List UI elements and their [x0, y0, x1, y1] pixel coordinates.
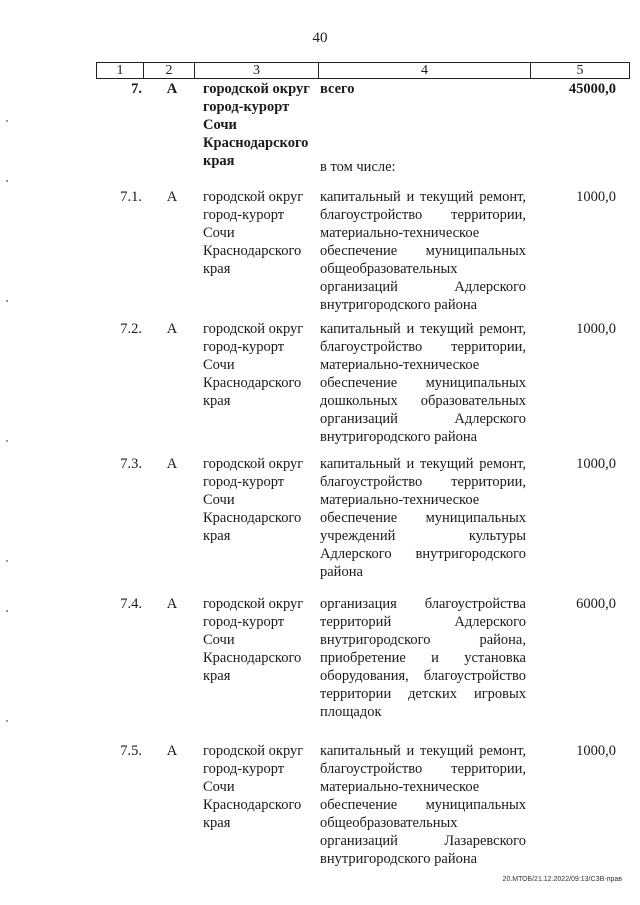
row-purpose: капитальный и текущий ремонт, благоустройство территории, материально-техническое обеспечение муниципальных дошкольных образовательных организаций Адлерского внутригородского района [320, 321, 526, 445]
row-amount: 1000,0 [576, 321, 616, 337]
row-group: А [166, 189, 178, 205]
page-number: 40 [312, 30, 328, 46]
row-number: 7. [131, 81, 142, 97]
scan-margin-dots [6, 0, 10, 905]
row-group: А [166, 321, 178, 337]
row-group: А [166, 743, 178, 759]
row-purpose: всего [320, 81, 355, 97]
row-number: 7.1. [120, 189, 142, 205]
row-number: 7.4. [120, 596, 142, 612]
subtitle: в том числе: [320, 159, 396, 175]
row-amount: 1000,0 [576, 189, 616, 205]
row-amount: 1000,0 [576, 743, 616, 759]
row-amount: 1000,0 [576, 456, 616, 472]
column-header-1: 1 [97, 63, 144, 79]
column-header-2: 2 [144, 63, 195, 79]
row-amount: 45000,0 [568, 81, 616, 97]
footer-document-code: 20.МТОБ/21.12.2022/09:13/СЗВ-прав [502, 876, 622, 883]
row-amount: 6000,0 [576, 596, 616, 612]
row-municipality: городской округ город-курорт Сочи Краснодарского края [203, 456, 304, 544]
row-purpose: капитальный и текущий ремонт, благоустройство территории, материально-техническое обеспечение муниципальных общеобразовательных организаций Адлерского внутригородского района [320, 189, 526, 313]
row-purpose: организация благоустройства территорий Адлерского внутригородского района, приобретение и установка оборудования, благоустройство территории детских игровых площадок [320, 596, 526, 720]
column-header-5: 5 [531, 63, 630, 79]
row-purpose: капитальный и текущий ремонт, благоустройство территории, материально-техническое обеспечение муниципальных учреждений культуры Адлерского внутригородского района [320, 456, 526, 580]
row-purpose: капитальный и текущий ремонт, благоустройство территории, материально-техническое обеспечение муниципальных общеобразовательных организаций Лазаревского внутригородского района [320, 743, 526, 867]
row-municipality: городской округ город-курорт Сочи Краснодарского края [203, 596, 304, 684]
column-header-3: 3 [195, 63, 319, 79]
row-number: 7.2. [120, 321, 142, 337]
row-group: А [166, 596, 178, 612]
row-group: А [166, 456, 178, 472]
row-municipality: городской округ город-курорт Сочи Краснодарского края [203, 81, 310, 169]
row-municipality: городской округ город-курорт Сочи Краснодарского края [203, 189, 304, 277]
row-number: 7.3. [120, 456, 142, 472]
column-header-4: 4 [319, 63, 531, 79]
row-number: 7.5. [120, 743, 142, 759]
row-municipality: городской округ город-курорт Сочи Краснодарского края [203, 321, 304, 409]
row-municipality: городской округ город-курорт Сочи Краснодарского края [203, 743, 304, 831]
column-header-table [96, 62, 630, 79]
row-group: А [166, 81, 178, 97]
